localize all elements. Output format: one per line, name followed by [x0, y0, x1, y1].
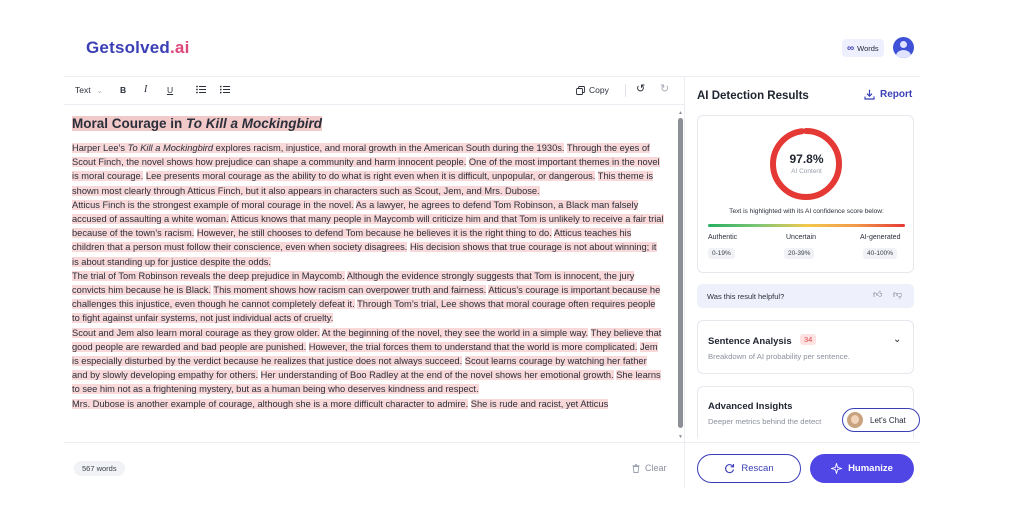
legend-range-authentic: 0-19% — [708, 248, 735, 259]
report-label: Report — [880, 89, 913, 100]
sentence: The trial of Tom Robinson reveals the deep prejudice in Maycomb. — [72, 270, 345, 281]
sentence: She is rude and racist, yet Atticus — [470, 398, 609, 409]
title-prefix: Moral Courage in — [72, 116, 187, 131]
sentence: At the beginning of the novel, they see the world in a simple way. — [321, 327, 589, 338]
humanize-button[interactable] — [810, 454, 914, 483]
lets-chat-label: Let's Chat — [870, 416, 906, 425]
legend-range-ai-generated: 40-100% — [863, 248, 897, 259]
redo-icon[interactable]: ↻ — [660, 83, 670, 95]
bullet-list-icon[interactable] — [196, 85, 206, 96]
sentence: However, the trial forces them to understand that the world is more complicated. — [308, 341, 638, 352]
thumbs-down-icon[interactable]: 👎︎ — [893, 289, 903, 299]
word-count-badge: 567 words — [74, 461, 125, 476]
results-title: AI Detection Results — [697, 90, 809, 102]
paragraph — [72, 397, 664, 411]
sentence: Jem is especially disturbed by the verdict because he realizes that justice does not always succeed. — [72, 341, 658, 367]
chevron-down-icon[interactable]: ⌄ — [893, 334, 902, 345]
user-avatar-button[interactable] — [893, 37, 914, 58]
feedback-bar — [697, 284, 914, 308]
editor-scrollbar[interactable] — [678, 118, 683, 428]
ai-score-value: 97.8% — [789, 152, 824, 166]
paragraph — [72, 269, 664, 326]
sentence: Atticus teaches his children that a person must follow their conscience, even when society disagrees. — [72, 228, 632, 253]
rescan-label: Rescan — [741, 463, 774, 474]
paragraph — [72, 141, 664, 198]
sentence: One of the most important themes in the novel is moral courage. — [72, 157, 660, 182]
trash-icon — [632, 464, 640, 473]
sentence: Atticus Finch is the strongest example of moral courage in the novel. — [72, 199, 354, 210]
sentence: However, he still chooses to defend Tom because he believes it is the right thing to do. — [196, 228, 552, 239]
scroll-up-arrow[interactable]: ▲ — [678, 110, 683, 116]
editor-toolbar — [64, 76, 685, 105]
report-button[interactable] — [864, 89, 912, 100]
advanced-insights-subtitle: Deeper metrics behind the detect — [708, 417, 822, 426]
clear-label: Clear — [645, 463, 667, 473]
sentence: Scout learns courage by watching her father and by slowly developing empathy for others. — [72, 356, 647, 381]
sentence: Through the eyes of Scout Finch, the novel shows how prejudice can shape a community and harm innocent people. — [72, 143, 650, 168]
document-content[interactable] — [72, 114, 664, 442]
lets-chat-button[interactable] — [842, 408, 920, 432]
support-avatar — [847, 412, 863, 428]
numbered-list-icon[interactable] — [220, 85, 230, 96]
sentence: They believe that good people are rewarded and bad people are punished. — [72, 327, 662, 352]
ai-score-card — [697, 115, 914, 273]
infinity-icon: ∞ — [847, 42, 855, 54]
words-credit-button[interactable] — [842, 39, 884, 57]
editor-panel — [64, 76, 685, 488]
sentence: Mrs. Dubose is another example of courage, although she is a more difficult character to admire. — [72, 398, 469, 409]
sentence: She learns to see him not as a frightening mystery, but as a human being who deserves kindness and respect. — [72, 370, 661, 395]
copy-label: Copy — [589, 85, 609, 95]
sentence-analysis-title: Sentence Analysis — [708, 336, 792, 347]
brand-name: Getsolved — [86, 38, 170, 57]
results-footer-divider — [685, 442, 920, 443]
sentence: Although the evidence strongly suggests that Tom is innocent, the jury convicts him because he is Black. — [72, 270, 635, 296]
feedback-question: Was this result helpful? — [707, 292, 785, 301]
legend-uncertain: Uncertain — [786, 234, 816, 241]
paragraph — [72, 198, 664, 269]
thumbs-up-icon[interactable]: 👍︎ — [873, 289, 883, 299]
legend-authentic: Authentic — [708, 234, 738, 241]
toolbar-separator — [625, 84, 626, 97]
editor-footer — [64, 442, 685, 488]
ai-score-label: AI Content — [791, 168, 822, 175]
undo-icon[interactable]: ↺ — [636, 83, 646, 95]
bold-button[interactable]: B — [120, 85, 127, 95]
sentence-analysis-subtitle: Breakdown of AI probability per sentence. — [708, 352, 850, 361]
sentence: Her understanding of Boo Radley at the end of the novel shows her emotional growth. — [260, 370, 614, 381]
brand-logo[interactable] — [86, 38, 190, 58]
sentence: Through Tom’s trial, Lee shows that moral courage often requires people to fight against unfair systems, not just individual acts of cruelty. — [72, 299, 656, 324]
text-style-label: Text — [75, 85, 91, 95]
words-label: Words — [857, 43, 879, 53]
advanced-insights-title: Advanced Insights — [708, 401, 793, 412]
sentence: This theme is shown most clearly through Atticus Finch, but it also appears in characters such as Scout, Jem, and Mrs. Dubose. — [72, 171, 654, 196]
legend-ai-generated: AI-generated — [860, 234, 901, 241]
sentence: This moment shows how racism can overpower truth and fairness. — [213, 285, 487, 296]
sparkle-icon — [831, 463, 842, 474]
copy-button[interactable] — [576, 85, 609, 95]
sentence: His decision shows that true courage is not about winning; it is about standing up for justice despite the odds. — [72, 242, 657, 267]
legend-range-uncertain: 20-39% — [784, 248, 814, 259]
text-style-dropdown[interactable] — [75, 85, 102, 95]
clear-button[interactable] — [632, 463, 667, 473]
scroll-down-arrow[interactable]: ▼ — [678, 434, 683, 440]
sentence: Atticus knows that many people in Maycomb will criticize him and that Tom is unlikely to receive a fair trial because of the town’s racism. — [72, 214, 664, 239]
document-title — [72, 114, 664, 134]
sentence: Atticus’s courage is important because he challenges this injustice, even though he cannot completely defeat it. — [72, 285, 661, 310]
download-icon — [864, 89, 875, 100]
brand-tld: .ai — [170, 38, 190, 57]
sentence: Harper Lee’s To Kill a Mockingbird explores racism, injustice, and moral growth in the American South during the 1930s. — [72, 143, 565, 153]
sentence-count-badge: 34 — [800, 334, 816, 345]
sentence: Lee presents moral courage as the ability to do what is right even when it is difficult, unpopular, or dangerous. — [145, 171, 596, 182]
sentence-analysis-card[interactable] — [697, 320, 914, 374]
copy-icon — [576, 86, 585, 95]
refresh-icon — [724, 463, 735, 474]
underline-button[interactable]: U — [167, 85, 174, 95]
italic-button[interactable]: I — [144, 84, 148, 95]
sentence: As a lawyer, he agrees to defend Tom Robinson, a Black man falsely accused of assaulting a white woman. — [72, 199, 639, 225]
title-book: To Kill a Mockingbird — [186, 116, 323, 131]
highlight-note: Text is highlighted with its AI confidence score below: — [729, 208, 884, 215]
confidence-gradient-bar — [708, 224, 905, 227]
avatar-head-shape — [900, 41, 907, 48]
paragraph — [72, 326, 664, 397]
sentence: Scout and Jem also learn moral courage as they grow older. — [72, 327, 320, 338]
chevron-down-icon: ⌄ — [96, 88, 103, 95]
humanize-label: Humanize — [848, 463, 893, 474]
avatar-body-shape — [896, 50, 911, 58]
rescan-button[interactable] — [697, 454, 801, 483]
